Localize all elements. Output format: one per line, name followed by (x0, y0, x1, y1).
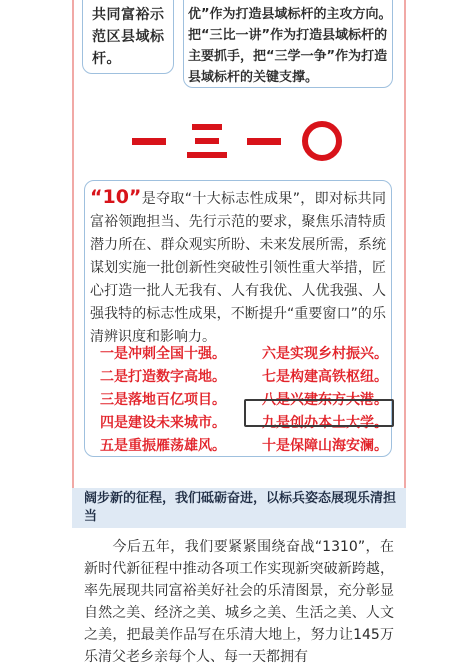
goal-item: 五是重振雁荡雄风。 (100, 438, 226, 454)
goal-item-highlighted[interactable]: 九是创办本土大学。 (262, 415, 388, 431)
goal-item: 二是打造数字高地。 (100, 369, 226, 385)
slogan-dash-glyph (247, 138, 281, 145)
goal-row (98, 435, 398, 458)
goal-item: 八是兴建东方大港。 (262, 392, 388, 408)
main-card-text: 是夺取“十大标志性成果”，即对标共同富裕领跑担当、先行示范的要求，聚焦乐清特质潜力所在、群众观实所盼、未来发展所需，系统谋划实施一批创新性突破性引领性重大举措，匠心打造一批人无我有、人有我优、人优我强、人强我特的标志性成果，不断提升“重要窗口”的乐清辨识度和影响力。 (90, 191, 386, 345)
goal-item: 一是冲刺全国十强。 (100, 346, 226, 362)
goal-item: 三是落地百亿项目。 (100, 392, 226, 408)
body-paragraph (84, 536, 394, 668)
main-card-paragraph (90, 186, 386, 349)
selection-highlight-box (244, 399, 394, 427)
top-left-card-text: 共同富裕示范区县域标杆。 (92, 7, 165, 67)
slogan-three-glyph (187, 121, 227, 161)
section-heading: 阔步新的征程，我们砥砺奋进，以标兵姿态展现乐清担当 (84, 491, 397, 524)
body-paragraph-text: 今后五年，我们要紧紧围绕奋战“1310”，在新时代新征程中推动各项工作实现新突破新跨越，率先展现共同富裕美好社会的乐清图景，充分彰显自然之美、经济之美、城乡之美、生活之美、人文之美，把最美作品写在乐清大地上，努力让145万乐清父老乡亲每个人、每一天都拥有 (84, 539, 394, 665)
goal-row (98, 366, 398, 389)
goal-row (98, 343, 398, 366)
slogan-zero-glyph (302, 121, 342, 161)
page-border-right (404, 0, 406, 500)
slogan-1310-graphic (132, 118, 342, 164)
top-right-card-text: 优”作为打造县域标杆的主攻方向。把“三比一讲”作为打造县域标杆的主要抓手，把“三学一争”作为打造县域标杆的关键支撑。 (188, 7, 392, 85)
goal-item: 四是建设未来城市。 (100, 415, 226, 431)
page-border-left (72, 0, 74, 500)
goal-item: 十是保障山海安澜。 (262, 438, 388, 454)
slogan-dash-glyph (132, 138, 166, 145)
goal-item: 六是实现乡村振兴。 (262, 346, 388, 362)
main-card-lead: “10” (90, 186, 142, 208)
goal-item: 七是构建高铁枢纽。 (262, 369, 388, 385)
